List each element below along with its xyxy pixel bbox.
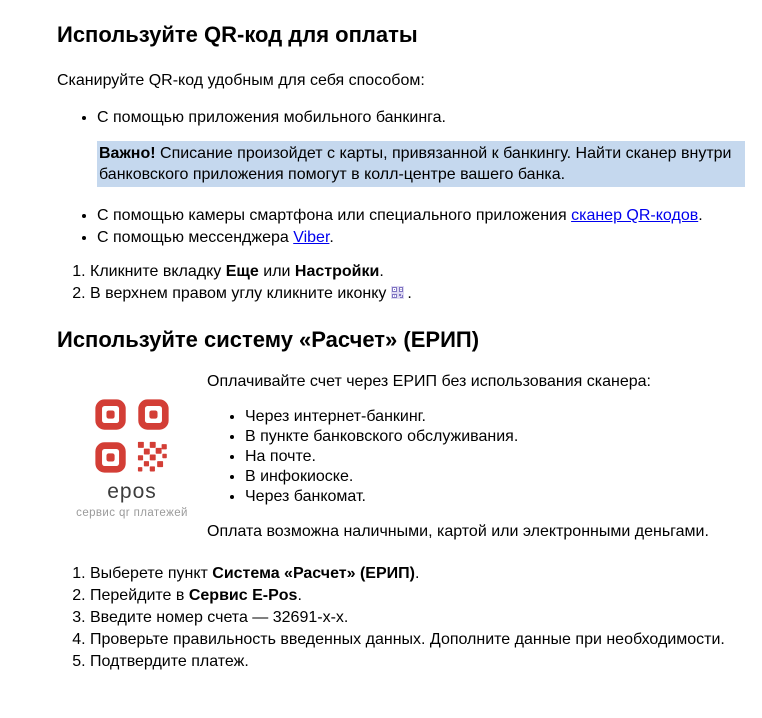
list-item-mobile-banking	[97, 107, 745, 187]
list-item-text: С помощью камеры смартфона или специального приложения	[97, 207, 572, 224]
step-text: .	[379, 263, 384, 280]
list-item-text: .	[698, 207, 703, 224]
important-text: Списание произойдет с карты, привязанной к банкингу. Найти сканер внутри банковского приложения помогут в колл-центре вашего банка.	[99, 145, 732, 183]
step-item	[90, 563, 745, 585]
epos-qr-logo-icon	[95, 399, 169, 473]
step-text: .	[414, 565, 420, 582]
channel-item: • Через интернет-банкинг.	[245, 407, 745, 427]
list-item-text: С помощью мессенджера	[97, 229, 294, 246]
step-text: или	[258, 263, 295, 280]
scan-methods-list	[57, 107, 745, 249]
channel-item: • На почте.	[245, 447, 745, 467]
payment-methods-note: Оплата возможна наличными, картой или электронными деньгами.	[207, 523, 709, 540]
important-note	[97, 141, 745, 187]
channel-item: • Через банкомат.	[245, 487, 745, 507]
section-qr-heading: Используйте QR-код для оплаты	[57, 22, 418, 47]
erip-intro: Оплачивайте счет через ЕРИП без использования сканера:	[207, 373, 651, 390]
section-erip-heading: Используйте систему «Расчет» (ЕРИП)	[57, 327, 480, 352]
step-bold: Еще	[225, 263, 259, 280]
step-bold: Сервис E-Pos	[188, 587, 298, 604]
payment-channels-list	[207, 407, 745, 507]
step-bold: Настройки	[294, 263, 380, 280]
step-item: 4. Проверьте правильность введенных данных. Дополните данные при необходимости.	[90, 629, 745, 651]
qr-code-icon	[391, 284, 404, 297]
step-bold: Система «Расчет» (ЕРИП)	[212, 565, 415, 582]
epos-logo-caption: сервис qr платежей	[76, 507, 188, 519]
channel-item: • В инфокиоске.	[245, 467, 745, 487]
list-item-text: .	[329, 229, 334, 246]
qr-scanner-app-link[interactable]: сканер QR-кодов	[571, 207, 699, 224]
step-text: .	[297, 587, 302, 604]
step-text: Выберете пункт	[90, 565, 213, 582]
viber-link[interactable]: Viber	[293, 229, 330, 246]
erip-steps-list	[57, 563, 745, 673]
list-item-messenger	[97, 227, 745, 249]
list-item-text: С помощью приложения мобильного банкинга.	[97, 109, 446, 126]
erip-content-row	[57, 353, 745, 543]
step-item: 3. Введите номер счета — 32691-х-х.	[90, 607, 745, 629]
list-item-camera-app	[97, 205, 745, 227]
channel-item: • В пункте банковского обслуживания.	[245, 427, 745, 447]
epos-logo-name: epos	[107, 480, 157, 503]
step-item	[90, 283, 745, 305]
epos-logo-figure	[57, 399, 207, 520]
erip-text-column	[207, 353, 745, 543]
step-item	[90, 585, 745, 607]
step-text: Кликните вкладку	[90, 263, 226, 280]
step-text: В верхнем правом углу кликните иконку	[90, 285, 387, 302]
important-label: Важно!	[99, 145, 156, 162]
section-qr-intro: Сканируйте QR-код удобным для себя способом:	[57, 72, 425, 89]
scan-steps-list	[57, 261, 745, 305]
step-item: 5. Подтвердите платеж.	[90, 651, 745, 673]
step-item	[90, 261, 745, 283]
step-text: Перейдите в	[90, 587, 189, 604]
step-text: .	[407, 285, 412, 302]
